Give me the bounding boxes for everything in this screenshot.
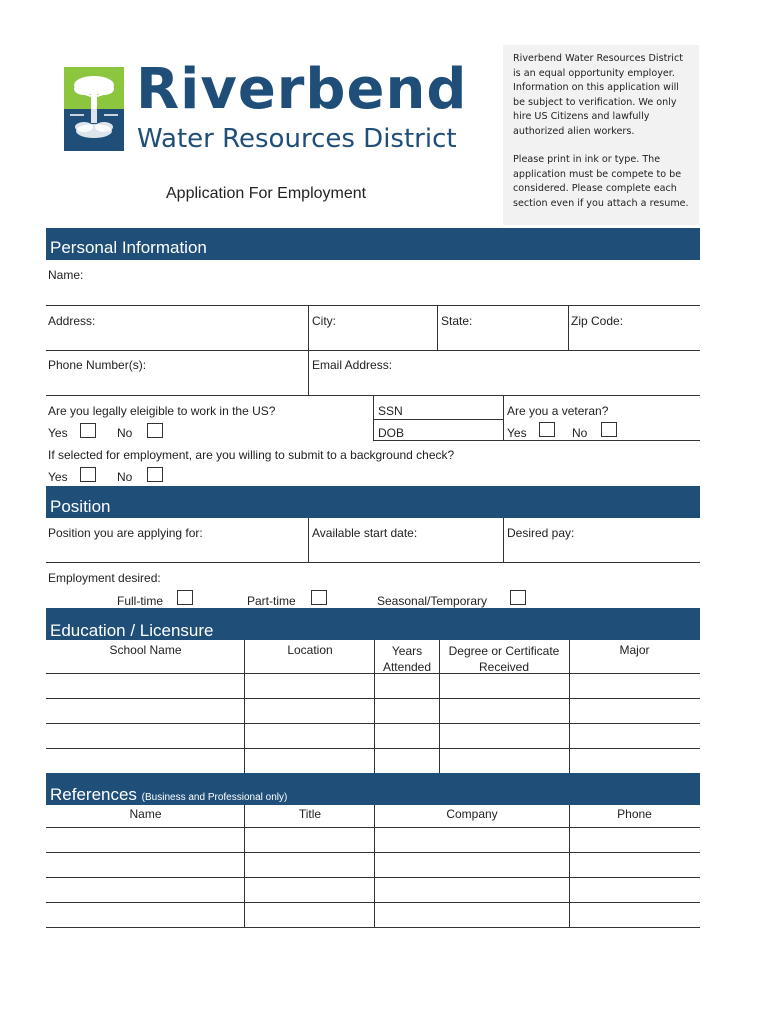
background-no-label: No — [117, 470, 133, 484]
divider — [439, 640, 440, 773]
divider — [308, 351, 309, 396]
dob-label: DOB — [378, 426, 405, 440]
divider — [437, 306, 438, 351]
full-time-checkbox[interactable] — [177, 590, 193, 605]
column-header-ref-title: Title — [298, 807, 322, 821]
eligible-yes-checkbox[interactable] — [80, 423, 96, 438]
table-row — [46, 827, 700, 828]
brand-name: Riverbend — [136, 57, 468, 122]
eligible-no-label: No — [117, 426, 133, 440]
employment-desired-label: Employment desired: — [48, 571, 161, 585]
references-note: (Business and Professional only) — [141, 792, 288, 803]
divider — [503, 518, 504, 563]
phone-label: Phone Number(s): — [48, 358, 147, 372]
full-time-label: Full-time — [117, 594, 164, 608]
brand-subtitle: Water Resources District — [137, 124, 457, 154]
eligible-no-checkbox[interactable] — [147, 423, 163, 438]
divider — [308, 306, 309, 351]
background-no-checkbox[interactable] — [147, 467, 163, 482]
table-row[interactable] — [46, 723, 700, 724]
divider — [374, 805, 375, 928]
table-row[interactable] — [46, 927, 700, 928]
table-row[interactable] — [46, 748, 700, 749]
divider — [568, 306, 569, 351]
divider — [569, 805, 570, 928]
position-field-line[interactable] — [46, 562, 700, 563]
section-title: Position — [50, 497, 111, 516]
city-label: City: — [312, 314, 336, 328]
background-yes-label: Yes — [48, 470, 68, 484]
notice-equal-opportunity: Riverbend Water Resources District is an equal opportunity employer. Information on this application will be subject to verification. We only hire US Citizens and lawfully authorized alien workers. — [513, 53, 683, 137]
desired-pay-label: Desired pay: — [507, 526, 575, 540]
seasonal-checkbox[interactable] — [510, 590, 526, 605]
email-label: Email Address: — [312, 358, 393, 372]
seasonal-label: Seasonal/Temporary — [377, 594, 488, 608]
veteran-yes-label: Yes — [507, 426, 527, 440]
veteran-yes-checkbox[interactable] — [539, 422, 555, 437]
table-row[interactable] — [46, 877, 700, 878]
veteran-no-checkbox[interactable] — [601, 422, 617, 437]
position-applying-label: Position you are applying for: — [48, 526, 203, 540]
page-title: Application For Employment — [166, 185, 367, 202]
section-title: References — [50, 785, 137, 804]
divider — [569, 640, 570, 773]
zip-label: Zip Code: — [571, 314, 624, 328]
start-date-label: Available start date: — [312, 526, 418, 540]
table-row — [46, 673, 700, 674]
column-header-major: Major — [619, 643, 650, 657]
notice-box — [503, 45, 699, 225]
part-time-checkbox[interactable] — [311, 590, 327, 605]
logo-icon — [64, 67, 124, 151]
section-header-personal — [46, 228, 700, 260]
address-label: Address: — [48, 314, 96, 328]
address-field-line[interactable] — [46, 350, 700, 351]
section-header-education — [46, 608, 700, 640]
column-header-years: Years Attended — [382, 644, 432, 674]
name-label: Name: — [48, 268, 84, 282]
divider — [503, 396, 504, 441]
background-check-label: If selected for employment, are you willing to submit to a background check? — [48, 448, 455, 462]
ssn-label: SSN — [378, 404, 403, 418]
section-title: Personal Information — [50, 238, 207, 257]
divider — [244, 640, 245, 773]
column-header-ref-name: Name — [129, 807, 162, 821]
eligible-label: Are you legally eleigible to work in the US? — [48, 404, 276, 418]
notice-instructions: Please print in ink or type. The application must be compete to be considered. Please complete each section even if you attach a resume. — [513, 154, 689, 209]
divider — [374, 640, 375, 773]
eligible-yes-label: Yes — [48, 426, 68, 440]
table-row[interactable] — [46, 902, 700, 903]
table-row[interactable] — [46, 852, 700, 853]
column-header-ref-company: Company — [446, 807, 498, 821]
name-field-line[interactable] — [46, 305, 700, 306]
state-label: State: — [441, 314, 473, 328]
section-title: Education / Licensure — [50, 621, 214, 640]
section-header-position — [46, 486, 700, 518]
divider — [244, 805, 245, 928]
veteran-no-label: No — [572, 426, 588, 440]
part-time-label: Part-time — [247, 594, 296, 608]
section-header-references — [46, 773, 700, 805]
veteran-label: Are you a veteran? — [507, 404, 609, 418]
column-header-school: School Name — [109, 643, 182, 657]
column-header-ref-phone: Phone — [617, 807, 652, 821]
background-yes-checkbox[interactable] — [80, 467, 96, 482]
column-header-degree: Degree or Certificate Received — [448, 644, 560, 674]
dob-field-line[interactable] — [373, 440, 700, 441]
column-header-location: Location — [287, 643, 333, 657]
divider — [308, 518, 309, 563]
table-row[interactable] — [46, 698, 700, 699]
ssn-field-line[interactable] — [373, 419, 503, 420]
